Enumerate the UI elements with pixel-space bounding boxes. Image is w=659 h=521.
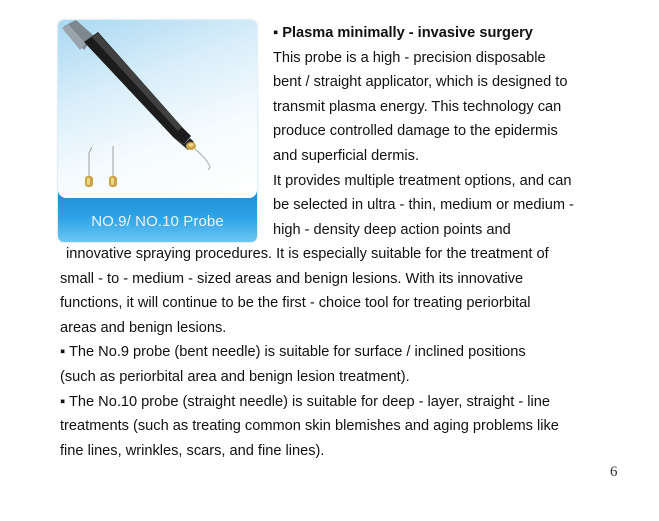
- probe-photo: [58, 20, 257, 198]
- body-line: fine lines, wrinkles, scars, and fine lines).: [60, 442, 325, 459]
- no9-bullet: ▪ The No.9 probe (bent needle) is suitable for surface / inclined positions: [60, 344, 526, 361]
- body-line: functions, it will continue to be the first - choice tool for treating periorbital: [60, 295, 531, 312]
- body-line: innovative spraying procedures. It is especially suitable for the treatment of: [66, 246, 549, 262]
- intro-line: high - density deep action points and: [273, 221, 511, 238]
- intro-line: transmit plasma energy. This technology can: [273, 98, 562, 115]
- intro-line: It provides multiple treatment options, and can: [273, 172, 572, 189]
- no10-bullet: ▪ The No.10 probe (straight needle) is suitable for deep - layer, straight - line: [60, 393, 551, 410]
- intro-line: and superficial dermis.: [273, 147, 420, 164]
- intro-line: This probe is a high - precision disposable: [273, 49, 546, 66]
- intro-line: bent / straight applicator, which is designed to: [273, 74, 568, 91]
- intro-line: be selected in ultra - thin, medium or medium -: [273, 197, 574, 214]
- intro-line: produce controlled damage to the epidermis: [273, 123, 558, 140]
- probe-caption: NO.9/ NO.10 Probe: [91, 213, 224, 230]
- section-heading: ▪ Plasma minimally - invasive surgery: [273, 25, 533, 41]
- body-line: areas and benign lesions.: [60, 319, 227, 336]
- body-section: [60, 242, 559, 463]
- body-line: treatments (such as treating common skin blemishes and aging problems like: [60, 418, 559, 435]
- page-number: 6: [610, 464, 618, 480]
- probe-figure: [58, 20, 257, 242]
- body-line: small - to - medium - sized areas and benign lesions. With its innovative: [60, 270, 524, 287]
- intro-section: [273, 21, 574, 242]
- body-line: (such as periorbital area and benign lesion treatment).: [60, 368, 410, 385]
- probe-handpiece-icon: [58, 20, 257, 198]
